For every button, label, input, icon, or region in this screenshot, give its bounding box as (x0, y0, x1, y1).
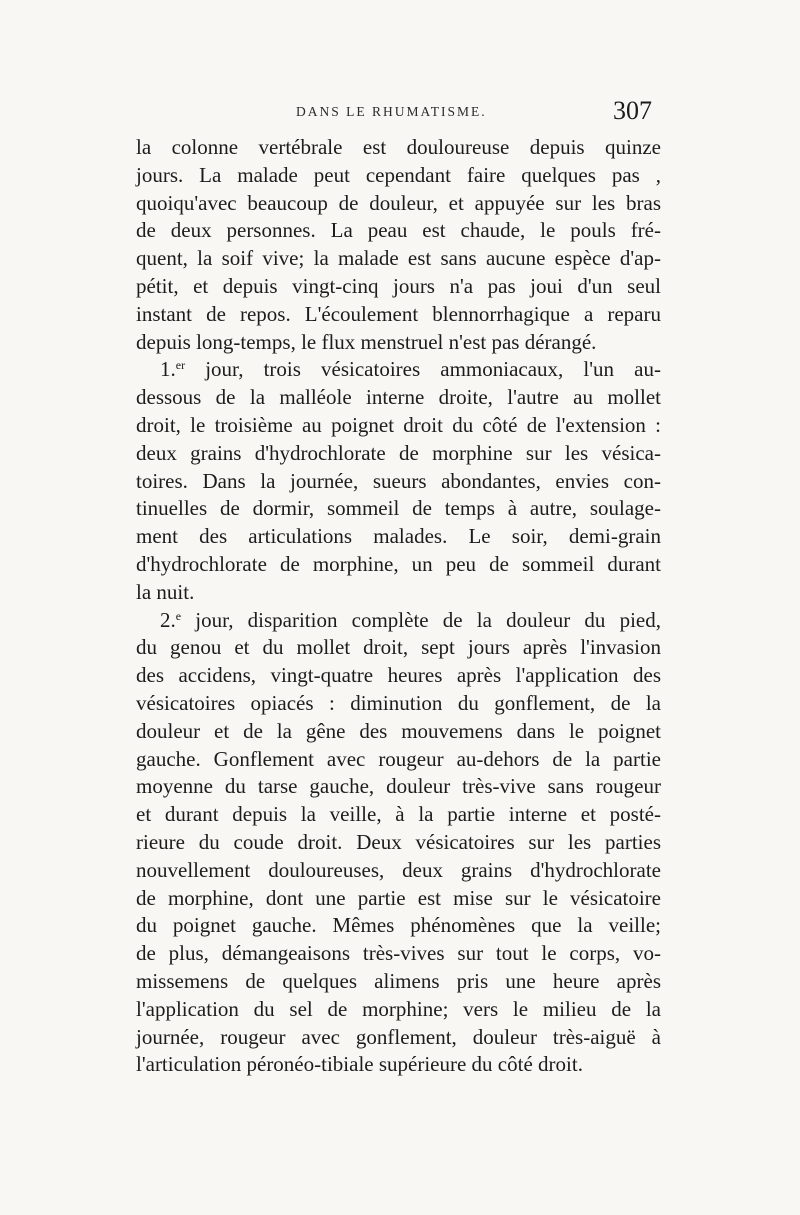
running-head (136, 96, 656, 126)
first-line-text: jour, trois vésicatoires ammoniacaux, l'un au- (185, 357, 661, 382)
text-line: tinuelles de dormir, sommeil de temps à autre, soulage- (136, 496, 661, 521)
text-line: quoiqu'avec beaucoup de douleur, et appuyée sur les bras (136, 190, 661, 215)
running-title: DANS LE RHUMATISME. (296, 104, 487, 119)
first-line-text: jour, disparition complète de la douleur du pied, (181, 607, 661, 632)
text-line: dessous de la malléole interne droite, l'autre au mollet (136, 385, 661, 410)
text-line: instant de repos. L'écoulement blennorrhagique a reparu (136, 301, 661, 326)
text-line: gauche. Gonflement avec rougeur au-dehors de la partie (136, 746, 661, 771)
text-line: moyenne du tarse gauche, douleur très-vive sans rougeur (136, 774, 661, 799)
text-line: toires. Dans la journée, sueurs abondantes, envies con- (136, 468, 661, 493)
paragraph-first-line (136, 607, 661, 635)
day-ordinal: 1. (160, 357, 176, 382)
ordinal-superscript: er (175, 358, 186, 373)
text-line: d'hydrochlorate de morphine, un peu de sommeil durant (136, 551, 661, 576)
text-line: de deux personnes. La peau est chaude, le pouls fré- (136, 218, 661, 243)
text-line: depuis long-temps, le flux menstruel n'est pas dérangé. (136, 329, 597, 354)
text-line: jours. La malade peut cependant faire quelques pas , (136, 162, 661, 187)
text-line: quent, la soif vive; la malade est sans aucune espèce d'ap- (136, 246, 661, 271)
text-line: deux grains d'hydrochlorate de morphine sur les vésica- (136, 440, 661, 465)
text-line: ment des articulations malades. Le soir, demi-grain (136, 524, 661, 549)
body-text (136, 134, 661, 1079)
day-ordinal: 2. (160, 607, 176, 632)
text-line: la colonne vertébrale est douloureuse depuis quinze (136, 135, 661, 159)
text-line: de plus, démangeaisons très-vives sur tout le corps, vo- (136, 941, 661, 966)
text-line: journée, rougeur avec gonflement, douleur très-aiguë à (136, 1024, 661, 1049)
text-line: l'articulation péronéo-tibiale supérieure du côté droit. (136, 1052, 583, 1077)
page-number: 307 (613, 96, 652, 125)
text-line: rieure du coude droit. Deux vésicatoires sur les parties (136, 829, 661, 854)
ordinal-superscript: e (175, 608, 182, 623)
text-line: des accidens, vingt-quatre heures après l'application des (136, 663, 661, 688)
paragraph-first-line (136, 356, 661, 384)
text-line: douleur et de la gêne des mouvemens dans le poignet (136, 718, 661, 743)
text-line: missemens de quelques alimens pris une heure après (136, 968, 661, 993)
paragraph-day-2 (136, 607, 661, 1080)
text-line: et durant depuis la veille, à la partie interne et posté- (136, 802, 661, 827)
text-line: vésicatoires opiacés : diminution du gonflement, de la (136, 690, 661, 715)
paragraph-day-1 (136, 356, 661, 606)
text-line: du poignet gauche. Mêmes phénomènes que la veille; (136, 913, 661, 938)
text-line: du genou et du mollet droit, sept jours après l'invasion (136, 635, 661, 660)
text-line: la nuit. (136, 579, 195, 604)
text-line: pétit, et depuis vingt-cinq jours n'a pas joui d'un seul (136, 273, 661, 298)
text-line: de morphine, dont une partie est mise sur le vésicatoire (136, 885, 661, 910)
text-line: nouvellement douloureuses, deux grains d'hydrochlorate (136, 857, 661, 882)
paragraph-continuation (136, 134, 661, 356)
text-line: l'application du sel de morphine; vers le milieu de la (136, 996, 661, 1021)
text-line: droit, le troisième au poignet droit du côté de l'extension : (136, 412, 661, 437)
